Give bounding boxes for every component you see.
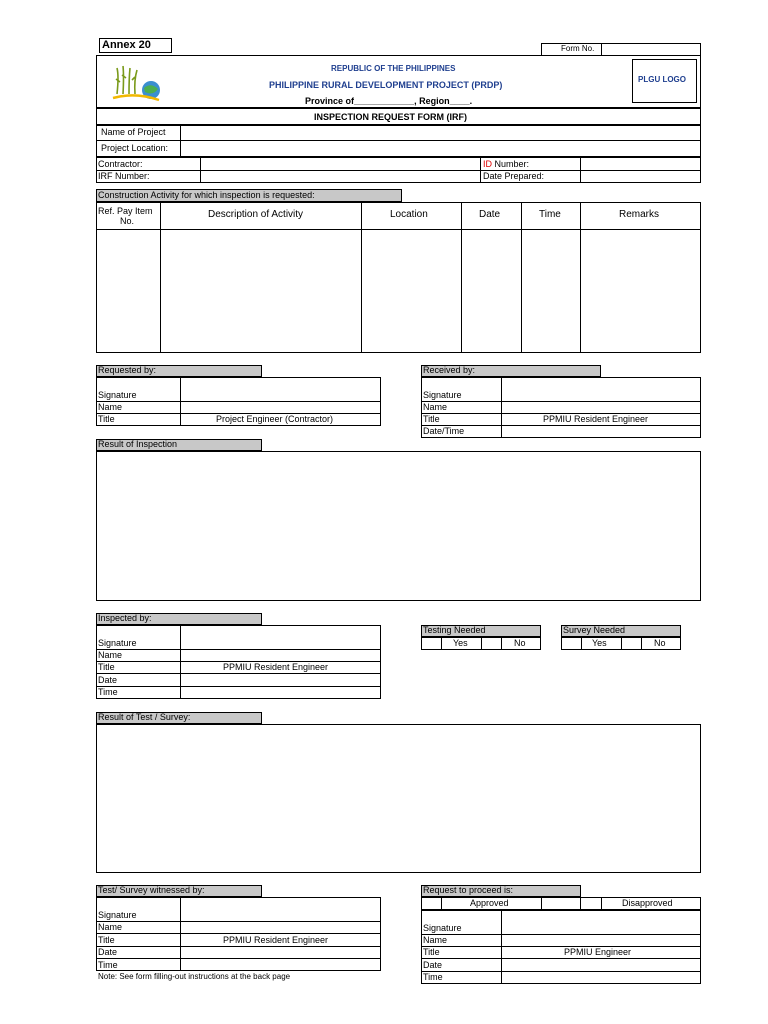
id-number-label: ID Number:	[483, 159, 530, 169]
col-time: Time	[539, 209, 561, 220]
inspected-date-field[interactable]	[181, 674, 380, 686]
proceed-name-field[interactable]	[502, 935, 700, 946]
witnessed-name-field[interactable]	[181, 922, 380, 933]
requested-title-label: Title	[98, 414, 115, 424]
testing-yes-label: Yes	[453, 638, 468, 648]
received-datetime-field[interactable]	[502, 426, 700, 437]
inspected-time-label: Time	[98, 687, 118, 697]
testing-yes-checkbox[interactable]	[422, 638, 441, 649]
proceed-title-value: PPMIU Engineer	[564, 947, 632, 957]
col-ref-line1: Ref. Pay Item	[98, 206, 153, 216]
proceed-date-field[interactable]	[502, 959, 700, 971]
requested-name-field[interactable]	[181, 402, 380, 413]
witnessed-by-label: Test/ Survey witnessed by:	[98, 885, 205, 895]
witnessed-date-label: Date	[98, 947, 118, 957]
witnessed-time-label: Time	[98, 960, 118, 970]
inspected-name-label: Name	[98, 650, 123, 660]
plgu-logo-label: PLGU LOGO	[638, 75, 686, 84]
received-title-value: PPMIU Resident Engineer	[543, 414, 649, 424]
form-title: INSPECTION REQUEST FORM (IRF)	[314, 112, 467, 122]
received-by-label: Received by:	[423, 365, 476, 375]
header-project: PHILIPPINE RURAL DEVELOPMENT PROJECT (PRDP)	[269, 80, 503, 90]
received-signature-label: Signature	[423, 390, 462, 400]
proceed-label: Request to proceed is:	[423, 885, 514, 895]
id-number-field[interactable]	[581, 158, 700, 170]
project-location-label: Project Location:	[101, 143, 169, 153]
inspected-time-field[interactable]	[181, 687, 380, 698]
survey-no-label: No	[654, 638, 666, 648]
contractor-label: Contractor:	[98, 159, 143, 169]
requested-by-label: Requested by:	[98, 365, 157, 375]
date-prepared-field[interactable]	[581, 171, 700, 182]
testing-needed-label: Testing Needed	[423, 625, 486, 635]
result-test-label: Result of Test / Survey:	[98, 712, 191, 722]
testing-no-checkbox[interactable]	[482, 638, 501, 649]
survey-yes-checkbox[interactable]	[562, 638, 581, 649]
activity-rows-area[interactable]	[97, 230, 700, 352]
witnessed-signature-field[interactable]	[181, 898, 380, 921]
header-republic: REPUBLIC OF THE PHILIPPINES	[331, 64, 456, 73]
witnessed-date-field[interactable]	[181, 947, 380, 958]
footer-note: Note: See form filling-out instructions at the back page	[98, 972, 291, 981]
irf-number-field[interactable]	[201, 171, 479, 182]
contractor-field[interactable]	[201, 158, 479, 170]
inspected-name-field[interactable]	[181, 650, 380, 661]
requested-signature-field[interactable]	[181, 378, 380, 401]
prdp-logo	[111, 62, 163, 104]
survey-no-checkbox[interactable]	[622, 638, 641, 649]
received-name-label: Name	[423, 402, 448, 412]
survey-needed-label: Survey Needed	[563, 625, 626, 635]
proceed-time-field[interactable]	[502, 972, 700, 983]
inspected-signature-label: Signature	[98, 638, 137, 648]
header-province: Province of____________, Region____.	[305, 96, 473, 106]
date-prepared-label: Date Prepared:	[483, 171, 545, 181]
approved-label: Approved	[470, 898, 509, 908]
inspected-title-label: Title	[98, 662, 115, 672]
name-of-project-field[interactable]	[181, 126, 700, 140]
received-name-field[interactable]	[502, 402, 700, 413]
requested-signature-label: Signature	[98, 390, 137, 400]
inspected-signature-field[interactable]	[181, 626, 380, 649]
proceed-name-label: Name	[423, 935, 448, 945]
col-description: Description of Activity	[208, 209, 304, 220]
result-inspection-field[interactable]	[96, 451, 701, 601]
disapproved-checkbox[interactable]	[581, 898, 601, 909]
annex-label: Annex 20	[102, 39, 151, 51]
project-location-field[interactable]	[181, 141, 700, 156]
form-no-label: Form No.	[561, 44, 595, 53]
survey-yes-label: Yes	[592, 638, 607, 648]
result-inspection-label: Result of Inspection	[98, 439, 178, 449]
proceed-title-label: Title	[423, 947, 440, 957]
col-ref-line2: No.	[120, 216, 135, 226]
col-remarks: Remarks	[619, 209, 660, 220]
inspected-by-label: Inspected by:	[98, 613, 152, 623]
witnessed-title-value: PPMIU Resident Engineer	[223, 935, 329, 945]
requested-name-label: Name	[98, 402, 123, 412]
witnessed-name-label: Name	[98, 922, 123, 932]
result-test-field[interactable]	[96, 724, 701, 873]
activity-section-label: Construction Activity for which inspection is requested:	[98, 190, 315, 200]
received-title-label: Title	[423, 414, 440, 424]
testing-no-label: No	[514, 638, 526, 648]
inspected-title-value: PPMIU Resident Engineer	[223, 662, 329, 672]
witnessed-time-field[interactable]	[181, 959, 380, 970]
witnessed-signature-label: Signature	[98, 910, 137, 920]
disapproved-label: Disapproved	[622, 898, 673, 908]
proceed-time-label: Time	[423, 972, 443, 982]
requested-title-value: Project Engineer (Contractor)	[216, 414, 334, 424]
proceed-date-label: Date	[423, 960, 443, 970]
inspected-date-label: Date	[98, 675, 118, 685]
approved-checkbox[interactable]	[422, 898, 441, 909]
col-date: Date	[479, 209, 501, 220]
proceed-signature-label: Signature	[423, 923, 462, 933]
received-signature-field[interactable]	[502, 378, 700, 401]
name-of-project-label: Name of Project	[101, 127, 166, 137]
received-datetime-label: Date/Time	[423, 426, 465, 436]
irf-number-label: IRF Number:	[98, 171, 150, 181]
col-location: Location	[390, 209, 428, 220]
proceed-signature-field[interactable]	[502, 911, 700, 934]
witnessed-title-label: Title	[98, 935, 115, 945]
